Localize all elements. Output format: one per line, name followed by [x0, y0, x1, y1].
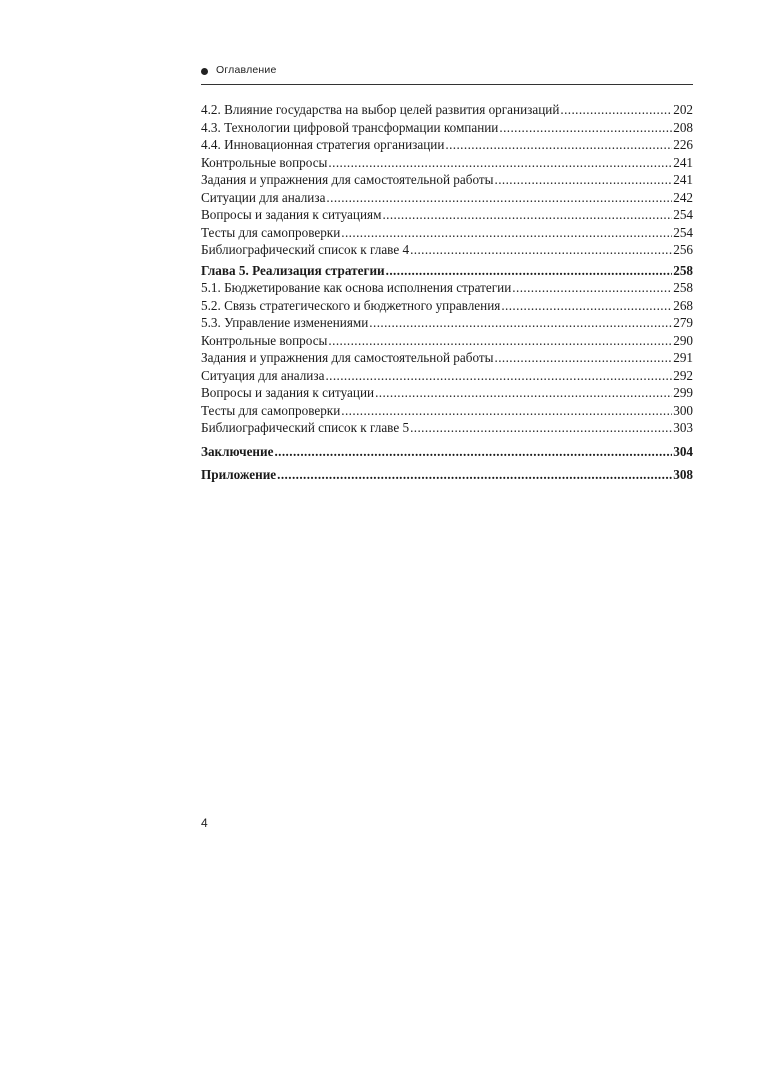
dot-leader	[410, 419, 672, 437]
toc-entry	[201, 206, 693, 224]
running-header	[201, 64, 693, 85]
toc-entry-title: Задания и упражнения для самостоятельной работы	[201, 172, 494, 187]
toc-entry-title: 4.3. Технологии цифровой трансформации компании	[201, 119, 499, 135]
toc-entry	[201, 367, 693, 385]
toc-entry-page: 292	[673, 367, 693, 383]
toc-entry-page: 256	[673, 242, 693, 257]
toc-chapter-entry	[201, 262, 693, 280]
dot-leader	[369, 314, 672, 332]
dot-leader	[495, 171, 673, 189]
toc-entry-page: 291	[673, 350, 693, 365]
toc-entry-title: Приложение	[201, 467, 277, 482]
toc-entry-page: 254	[673, 207, 693, 222]
toc-entry-title: 4.4. Инновационная стратегия организации	[201, 137, 445, 152]
toc-entry-title: Библиографический список к главе 4	[201, 242, 410, 257]
dot-leader	[274, 443, 672, 461]
toc-entry	[201, 332, 693, 350]
dot-leader	[410, 241, 672, 259]
toc-entry	[201, 279, 693, 297]
dot-leader	[325, 367, 672, 385]
toc-entry	[201, 101, 693, 119]
toc-entry	[201, 136, 693, 154]
toc-entry-page: 258	[673, 280, 693, 295]
toc-entry	[201, 314, 693, 332]
toc-entry	[201, 224, 693, 242]
toc-entry-page: 279	[673, 315, 693, 330]
toc-entry-page: 299	[673, 385, 693, 400]
toc-entry-title: Контрольные вопросы	[201, 154, 328, 170]
toc-entry-title: 5.2. Связь стратегического и бюджетного управления	[201, 297, 501, 313]
toc-entry-title: Ситуация для анализа	[201, 367, 325, 383]
toc-entry	[201, 297, 693, 315]
toc-entry-title: Ситуации для анализа	[201, 189, 326, 205]
toc-entry-title: 4.2. Влияние государства на выбор целей развития организаций	[201, 102, 560, 117]
dot-leader	[341, 402, 672, 420]
toc-entry-title: Задания и упражнения для самостоятельной работы	[201, 350, 494, 365]
toc-entry	[201, 241, 693, 259]
toc-entry-page: 290	[673, 332, 693, 348]
dot-leader	[386, 262, 673, 280]
toc-entry-title: Заключение	[201, 443, 274, 459]
toc-entry	[201, 189, 693, 207]
table-of-contents	[201, 101, 693, 484]
page-number: 4	[201, 816, 208, 830]
toc-entry-page: 304	[673, 443, 693, 459]
toc-entry	[201, 154, 693, 172]
dot-leader	[328, 332, 672, 350]
toc-entry-title: Глава 5. Реализация стратегии	[201, 262, 385, 278]
toc-appendix-entry	[201, 466, 693, 484]
toc-entry-title: 5.3. Управление изменениями	[201, 315, 369, 330]
toc-entry-page: 202	[673, 102, 693, 117]
dot-leader	[560, 101, 672, 119]
toc-entry-page: 208	[673, 119, 693, 135]
toc-entry-title: Тесты для самопроверки	[201, 224, 341, 240]
dot-leader	[382, 206, 672, 224]
running-header-title: Оглавление	[216, 64, 277, 76]
toc-entry-page: 226	[673, 137, 693, 152]
dot-leader	[501, 297, 672, 315]
toc-entry-title: Вопросы и задания к ситуациям	[201, 207, 382, 222]
toc-entry-page: 300	[673, 402, 693, 418]
dot-leader	[512, 279, 672, 297]
bullet-icon	[201, 68, 208, 75]
toc-entry-page: 254	[673, 224, 693, 240]
dot-leader	[375, 384, 672, 402]
toc-entry-page: 241	[673, 172, 693, 187]
toc-entry	[201, 384, 693, 402]
toc-entry-page: 258	[673, 262, 693, 278]
toc-entry	[201, 402, 693, 420]
toc-entry	[201, 419, 693, 437]
dot-leader	[328, 154, 672, 172]
toc-entry-page: 308	[673, 467, 693, 482]
toc-entry-page: 241	[673, 154, 693, 170]
dot-leader	[277, 466, 672, 484]
toc-entry-title: Вопросы и задания к ситуации	[201, 385, 375, 400]
toc-entry	[201, 119, 693, 137]
toc-conclusion-entry	[201, 443, 693, 461]
toc-entry-title: 5.1. Бюджетирование как основа исполнения стратегии	[201, 280, 512, 295]
toc-entry-title: Тесты для самопроверки	[201, 402, 341, 418]
dot-leader	[445, 136, 672, 154]
toc-entry-title: Контрольные вопросы	[201, 332, 328, 348]
toc-entry	[201, 171, 693, 189]
dot-leader	[326, 189, 672, 207]
toc-entry	[201, 349, 693, 367]
toc-entry-title: Библиографический список к главе 5	[201, 420, 410, 435]
toc-entry-page: 268	[673, 297, 693, 313]
toc-entry-page: 242	[673, 189, 693, 205]
dot-leader	[499, 119, 672, 137]
dot-leader	[495, 349, 673, 367]
toc-entry-page: 303	[673, 420, 693, 435]
dot-leader	[341, 224, 672, 242]
